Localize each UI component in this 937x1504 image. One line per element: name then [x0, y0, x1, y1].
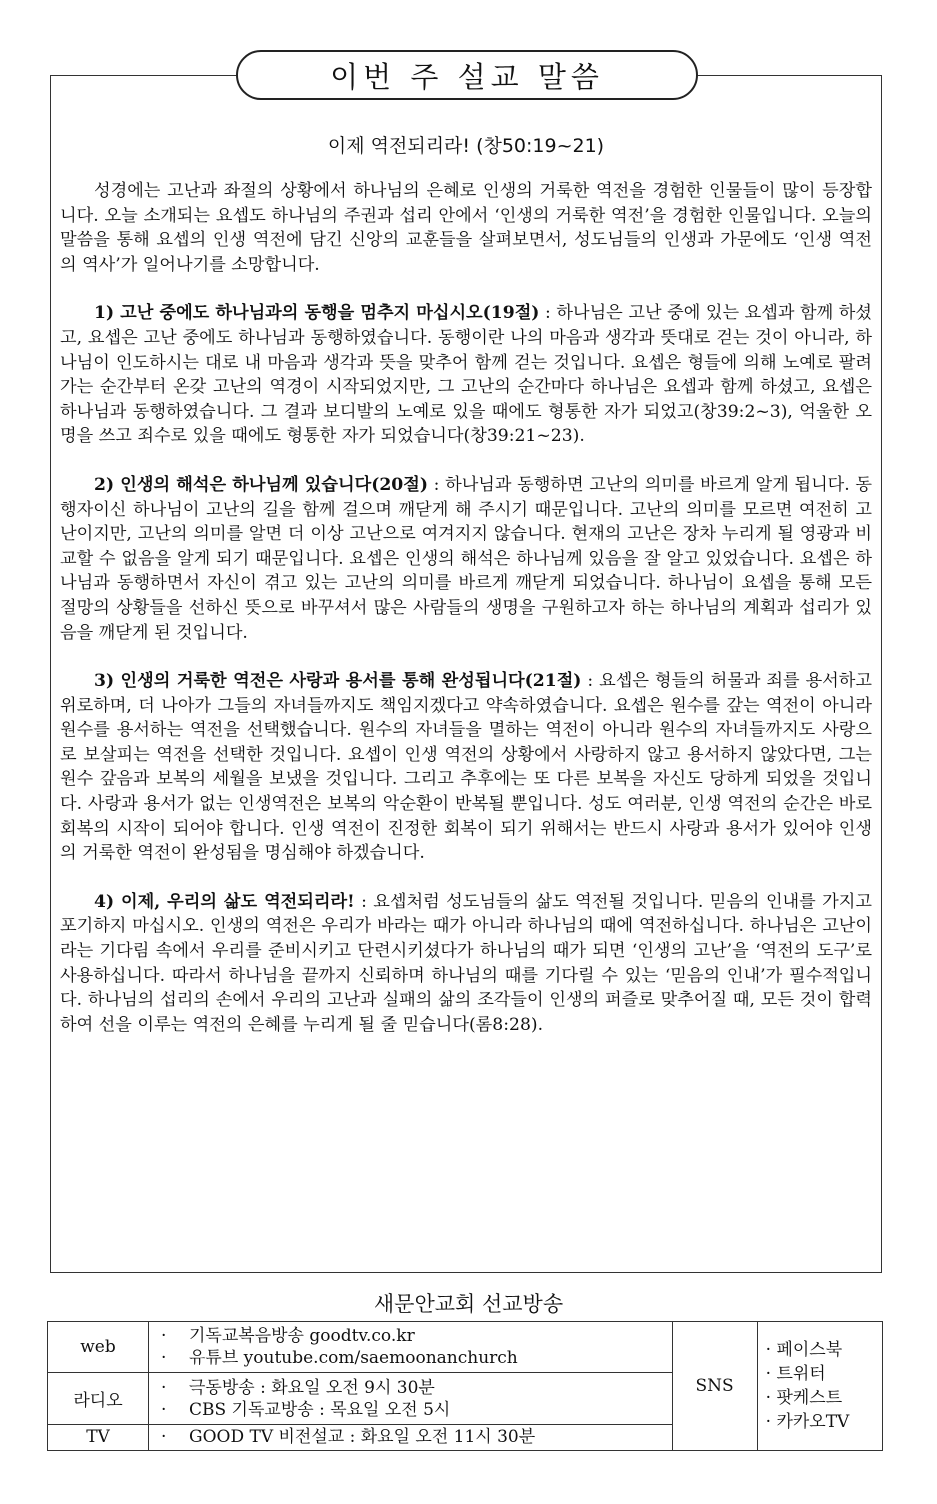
- title-banner: [236, 50, 698, 100]
- point-4-body: : 요셉처럼 성도님들의 삶도 역전될 것입니다. 믿음의 인내를 가지고 포기하지 마십시오. 인생의 역전은 우리가 바라는 때가 아니라 하나님의 때에 역전하십니다. 하나님은 고난이라는 기다림 속에서 우리를 준비시키고 단련시키셨다가 하나님의 때가 되면 ‘인생의 고난’을 ‘역전의 도구’로 사용하십니다. 따라서 하나님을 끝까지 신뢰하며 하나님의 때를 기다릴 수 있는 ‘믿음의 인내’가 필수적입니다. 하나님의 섭리의 손에서 우리의 고난과 실패의 삶의 조각들이 인생의 퍼즐로 맞추어질 때, 모든 것이 합력하여 선을 이루는 역전의 은혜를 누리게 될 줄 믿습니다(롬8:28).: [60, 891, 872, 1035]
- web-list: [149, 1322, 673, 1373]
- point-1-paragraph: [60, 301, 872, 449]
- point-4-paragraph: [60, 890, 872, 1038]
- point-3-paragraph: [60, 669, 872, 866]
- point-3-body: : 요셉은 형들의 허물과 죄를 용서하고 위로하며, 더 나아가 그들의 자녀들까지도 책임지겠다고 약속하였습니다. 요셉은 원수를 갚는 역전이 아니라 원수를 용서하는 역전을 선택했습니다. 원수의 자녀들을 멸하는 역전이 아니라 원수의 자녀들까지도 사랑으로 보살피는 역전을 선택한 것입니다. 요셉이 인생 역전의 상황에서 사랑하지 않고 용서하지 않았다면, 그는 원수 갚음과 보복의 세월을 보냈을 것입니다. 그리고 추후에는 또 다른 보복을 자신도 당하게 되었을 것입니다. 사랑과 용서가 없는 인생역전은 보복의 악순환이 반복될 뿐입니다. 성도 여러분, 인생 역전의 순간은 바로 회복의 시작이 되어야 합니다. 인생 역전이 진정한 회복이 되기 위해서는 반드시 사랑과 용서가 있어야 인생의 거룩한 역전이 완성됨을 명심해야 하겠습니다.: [60, 671, 872, 864]
- point-3-heading: 3) 인생의 거룩한 역전은 사랑과 용서를 통해 완성됩니다(21절): [94, 671, 582, 692]
- sermon-box: [50, 75, 882, 1273]
- sns-label: SNS: [672, 1322, 757, 1451]
- tv-label: TV: [48, 1424, 149, 1450]
- list-item: · 트위터: [765, 1364, 826, 1384]
- tv-list: [149, 1424, 673, 1450]
- point-4-heading: 4) 이제, 우리의 삶도 역전되리라!: [94, 891, 355, 912]
- list-item: · 팟케스트: [765, 1388, 843, 1408]
- point-2-paragraph: [60, 473, 872, 645]
- list-item: · 카카오TV: [765, 1412, 850, 1432]
- point-2-body: : 하나님과 동행하면 고난의 의미를 바르게 알게 됩니다. 동행자이신 하나님이 고난의 길을 함께 걸으며 깨닫게 해 주시기 때문입니다. 고난의 의미를 모르면 여전히 고난이지만, 고난의 의미를 알면 더 이상 고난으로 여겨지지 않습니다. 현재의 고난은 장차 누리게 될 영광과 비교할 수 없음을 알게 되기 때문입니다. 요셉은 인생의 해석은 하나님께 있음을 잘 알고 있었습니다. 요셉은 하나님과 동행하면서 자신이 겪고 있는 고난의 의미를 바르게 깨닫게 되었습니다. 하나님이 요셉을 통해 모든 절망의 상황들을 선하신 뜻으로 바꾸셔서 많은 사람들의 생명을 구원하고자 하는 하나님의 계획과 섭리가 있음을 깨닫게 된 것입니다.: [60, 474, 872, 643]
- point-1-heading: 1) 고난 중에도 하나님과의 동행을 멈추지 마십시오(19절): [94, 303, 540, 324]
- page-title: 이번 주 설교 말씀: [330, 59, 604, 94]
- list-item: · 유튜브 youtube.com/saemoonanchurch: [161, 1348, 518, 1369]
- broadcast-title: 새문안교회 선교방송: [373, 1292, 564, 1316]
- list-item: · 극동방송 : 화요일 오전 9시 30분: [161, 1377, 435, 1398]
- intro-paragraph: 성경에는 고난과 좌절의 상황에서 하나님의 은혜로 인생의 거룩한 역전을 경험한 인물들이 많이 등장합니다. 오늘 소개되는 요셉도 하나님의 주권과 섭리 안에서 ‘인생의 거룩한 역전’을 경험한 인물입니다. 오늘의 말씀을 통해 요셉의 인생 역전에 담긴 신앙의 교훈들을 살펴보면서, 성도님들의 인생과 가문에도 ‘인생 역전의 역사’가 일어나기를 소망합니다.: [60, 181, 872, 275]
- sermon-subtitle: 이제 역전되리라! (창50:19~21): [327, 135, 605, 157]
- radio-label: 라디오: [48, 1373, 149, 1424]
- web-label: web: [48, 1322, 149, 1373]
- sns-list: [757, 1322, 882, 1451]
- list-item: · 기독교복음방송 goodtv.co.kr: [161, 1326, 415, 1347]
- list-item: · 페이스북: [765, 1340, 843, 1360]
- sermon-content: [60, 179, 872, 1061]
- point-1-body: : 하나님은 고난 중에 있는 요셉과 함께 하셨고, 요셉은 고난 중에도 하나님과 동행하였습니다. 동행이란 나의 마음과 생각과 뜻대로 걷는 것이 아니라, 하나님이 인도하시는 대로 내 마음과 생각과 뜻을 맞추어 함께 걷는 것입니다. 요셉은 형들에 의해 노예로 팔려가는 순간부터 온갖 고난의 역경이 시작되었지만, 그 고난의 순간마다 하나님은 요셉과 함께 하셨고, 요셉은 하나님과 동행하였습니다. 그 결과 보디발의 노예로 있을 때에도 형통한 자가 되었고(창39:2~3), 억울한 오명을 쓰고 죄수로 있을 때에도 형통한 자가 되었습니다(창39:21~23).: [60, 303, 873, 447]
- broadcast-table: [47, 1321, 883, 1451]
- web-row: [48, 1322, 883, 1373]
- point-2-heading: 2) 인생의 해석은 하나님께 있습니다(20절): [94, 474, 429, 495]
- radio-list: [149, 1373, 673, 1424]
- list-item: · CBS 기독교방송 : 목요일 오전 5시: [161, 1399, 451, 1420]
- list-item: · GOOD TV 비전설교 : 화요일 오전 11시 30분: [161, 1427, 536, 1448]
